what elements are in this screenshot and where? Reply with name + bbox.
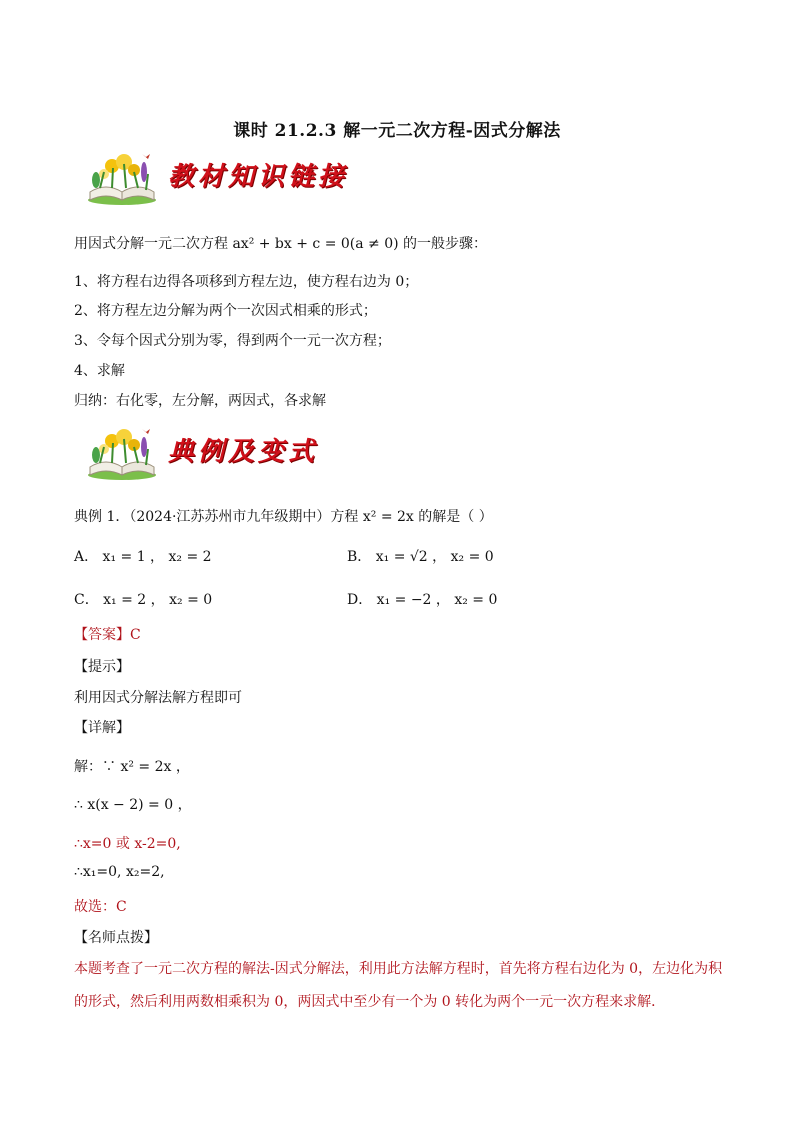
- summary-line: 归纳：右化零，左分解，两因式，各求解: [74, 393, 326, 409]
- step-3: 3、令每个因式分别为零，得到两个一元一次方程；: [74, 333, 391, 349]
- book-flower-icon: [82, 423, 166, 481]
- option-b: B． x₁ = √2 ， x₂ = 0: [347, 549, 494, 565]
- answer-label: 【答案】C: [74, 627, 141, 643]
- detail-label: 【详解】: [74, 720, 130, 736]
- page-title: 课时 21.2.3 解一元二次方程-因式分解法: [233, 121, 561, 141]
- teacher-line-1: 本题考查了一元二次方程的解法-因式分解法，利用此方法解方程时，首先将方程右边化为 0，左边化为积: [74, 961, 723, 977]
- option-a: A． x₁ = 1 ， x₂ = 2: [74, 549, 212, 565]
- example-question: 典例 1．（2024·江苏苏州市九年级期中）方程 x² = 2x 的解是（ ）: [74, 509, 493, 525]
- section-banner-knowledge: [82, 148, 352, 206]
- banner-title: 典例及变式: [168, 437, 319, 467]
- section-banner-examples: [82, 423, 352, 481]
- option-d: D． x₁ = −2 ， x₂ = 0: [347, 592, 498, 608]
- teacher-label: 【名师点拨】: [74, 930, 158, 946]
- teacher-line-2: 的形式，然后利用两数相乘积为 0，两因式中至少有一个为 0 转化为两个一元一次方程来求解．: [74, 994, 666, 1010]
- step-2: 2、将方程左边分解为两个一次因式相乘的形式；: [74, 303, 377, 319]
- solution-line-1: 解：∵ x² = 2x ，: [74, 759, 190, 775]
- step-1: 1、将方程右边得各项移到方程左边，使方程右边为 0；: [74, 274, 419, 290]
- step-4: 4、求解: [74, 363, 125, 379]
- solution-line-3: ∴x=0 或 x-2=0,: [74, 836, 181, 852]
- book-flower-icon: [82, 148, 166, 206]
- banner-title: 教材知识链接: [168, 162, 349, 192]
- hint-text: 利用因式分解法解方程即可: [74, 690, 242, 706]
- hint-label: 【提示】: [74, 659, 130, 675]
- solution-line-4: ∴x₁=0, x₂=2,: [74, 864, 165, 880]
- option-c: C． x₁ = 2 ， x₂ = 0: [74, 592, 213, 608]
- steps-intro: 用因式分解一元二次方程 ax² + bx + c = 0(a ≠ 0) 的一般步骤：: [74, 236, 488, 252]
- solution-line-5: 故选：C: [74, 899, 127, 915]
- solution-line-2: ∴ x(x − 2) = 0 ，: [74, 797, 192, 813]
